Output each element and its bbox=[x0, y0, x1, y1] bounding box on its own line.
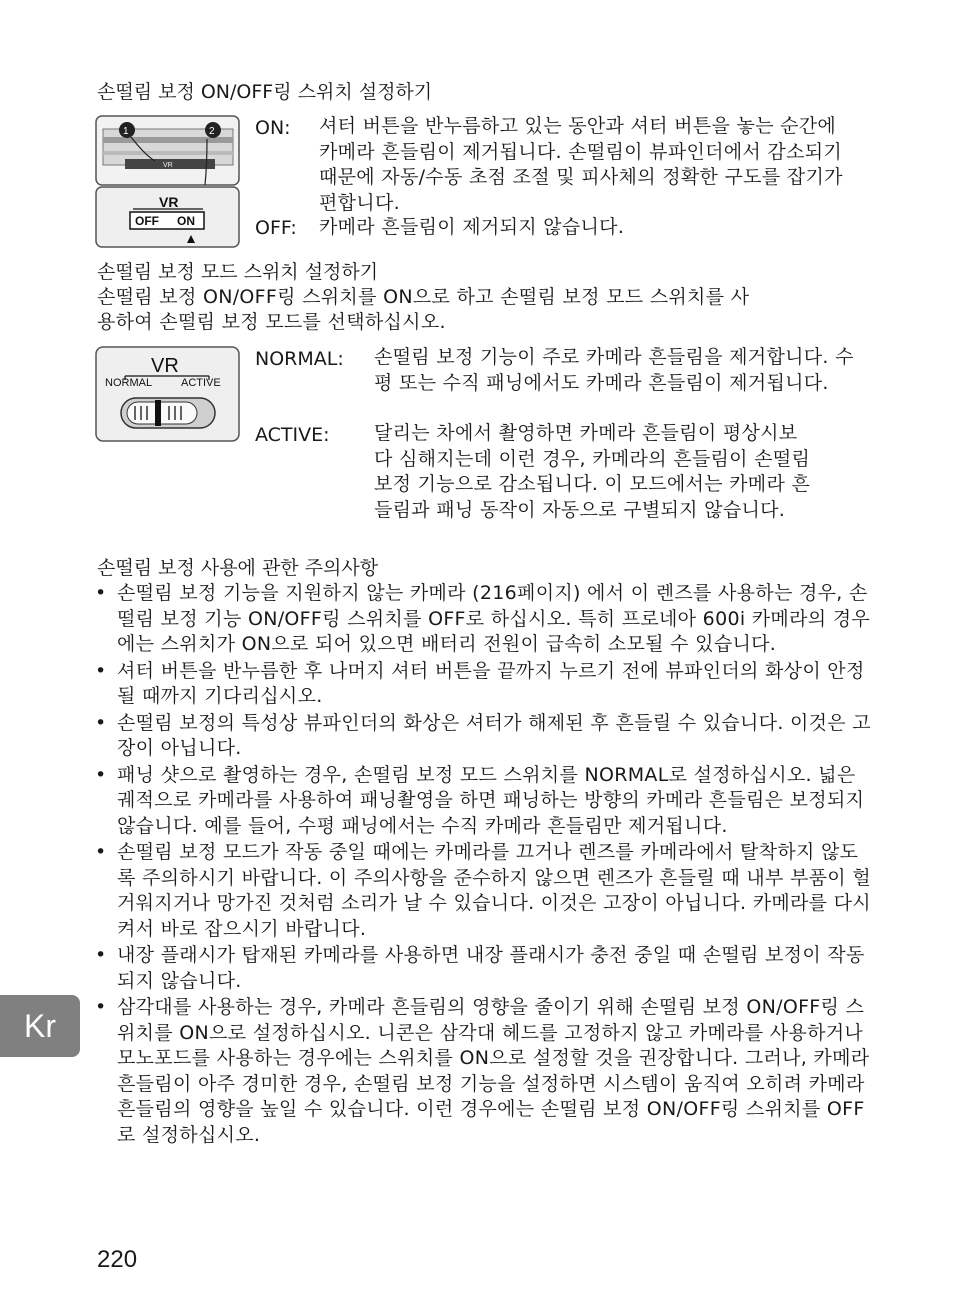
note-item: • 셔터 버튼을 반누름한 후 나머지 셔터 버튼을 끝까지 누르기 전에 뷰파인더의 화상이 안정될 때까지 기다리십시오. bbox=[95, 659, 865, 707]
callout-1: 1 bbox=[123, 126, 129, 137]
def-active: 달리는 차에서 촬영하면 카메라 흔들림이 평상시보다 심해지는데 이런 경우, 카메라의 흔들림이 손떨림 보정 기능으로 감소됩니다. 이 모드에서는 카메라 흔들림과 패닝 동작이 자동으로 구별되지 않습니다. bbox=[374, 422, 811, 521]
svg-text:VR: VR bbox=[163, 162, 173, 169]
def-on: 셔터 버튼을 반누름하고 있는 동안과 셔터 버튼을 놓는 순간에 카메라 흔들림이 제거됩니다. 손떨림이 뷰파인더에서 감소되기 때문에 자동/수동 초점 조절 및 피사체의 정확한 구도를 잡기가 편합니다. bbox=[319, 115, 843, 214]
term-active: ACTIVE: bbox=[255, 424, 330, 446]
section-heading-mode: 손떨림 보정 모드 스위치 설정하기 bbox=[97, 261, 379, 283]
def-off: 카메라 흔들림이 제거되지 않습니다. bbox=[319, 216, 625, 238]
vr-label: VR bbox=[159, 194, 179, 210]
lens-onoff-illustration bbox=[95, 115, 240, 248]
term-off: OFF: bbox=[255, 217, 297, 239]
term-on: ON: bbox=[255, 117, 291, 139]
mode-intro-line-2: 용하여 손떨림 보정 모드를 선택하십시오. bbox=[97, 311, 446, 333]
section-heading-notes: 손떨림 보정 사용에 관한 주의사항 bbox=[97, 557, 379, 579]
note-item: • 손떨림 보정 모드가 작동 중일 때에는 카메라를 끄거나 렌즈를 카메라에서 탈착하지 않도록 주의하시기 바랍니다. 이 주의사항을 준수하지 않으면 렌즈가 흔들릴 때 내부 부품이 헐거워지거나 망가진 것처럼 소리가 날 수 있습니다. 이것은 고장이 아닙니다. 카메라를 다시 켜서 바로 잡으시기 바랍니다. bbox=[95, 841, 871, 940]
mode-intro-line-1: 손떨림 보정 ON/OFF링 스위치를 ON으로 하고 손떨림 보정 모드 스위치를 사 bbox=[97, 286, 750, 308]
note-item: • 패닝 샷으로 촬영하는 경우, 손떨림 보정 모드 스위치를 NORMAL로 설정하십시오. 넓은 궤적으로 카메라를 사용하여 패닝촬영을 하면 패닝하는 방향의 카메라 흔들림은 보정되지 않습니다. 예를 들어, 수평 패닝에서는 수직 카메라 흔들림만 제거됩니다. bbox=[95, 763, 865, 837]
language-side-tab: Kr bbox=[0, 995, 80, 1057]
mode-vr-label: VR bbox=[151, 355, 179, 377]
note-item: • 내장 플래시가 탑재된 카메라를 사용하면 내장 플래시가 충전 중일 때 손떨림 보정이 작동되지 않습니다. bbox=[95, 944, 865, 992]
term-normal: NORMAL: bbox=[255, 348, 344, 370]
active-label: ACTIVE bbox=[181, 377, 221, 389]
note-item: • 손떨림 보정의 특성상 뷰파인더의 화상은 셔터가 해제된 후 흔들릴 수 있습니다. 이것은 고장이 아닙니다. bbox=[95, 711, 871, 759]
mode-switch-illustration bbox=[95, 346, 240, 442]
callout-2: 2 bbox=[209, 126, 215, 137]
section-heading-onoff: 손떨림 보정 ON/OFF링 스위치 설정하기 bbox=[97, 81, 433, 103]
lens-onoff-figure bbox=[95, 115, 240, 248]
off-label: OFF bbox=[135, 214, 159, 228]
on-label: ON bbox=[177, 214, 195, 228]
def-normal: 손떨림 보정 기능이 주로 카메라 흔들림을 제거합니다. 수평 또는 수직 패닝에서도 카메라 흔들림이 제거됩니다. bbox=[374, 346, 854, 394]
page-number: 220 bbox=[97, 1246, 138, 1273]
mode-switch-figure bbox=[95, 346, 240, 442]
normal-label: NORMAL bbox=[105, 377, 153, 389]
note-item: • 손떨림 보정 기능을 지원하지 않는 카메라 (216페이지) 에서 이 렌즈를 사용하는 경우, 손떨림 보정 기능 ON/OFF링 스위치를 OFF로 하십시오. 특히 프로네아 600i 카메라의 경우에는 스위치가 ON으로 되어 있으면 배터리 전원이 급속히 소모될 수 있습니다. bbox=[95, 582, 871, 655]
note-item: • 삼각대를 사용하는 경우, 카메라 흔들림의 영향을 줄이기 위해 손떨림 보정 ON/OFF링 스위치를 ON으로 설정하십시오. 니콘은 삼각대 헤드를 고정하지 않고 카메라를 사용하거나 모노포드를 사용하는 경우에는 스위치를 ON으로 설정할 것을 권장합니다. 그러나, 카메라 흔들림이 아주 경미한 경우, 손떨림 보정 기능을 설정하면 시스템이 움직여 오히려 카메라 흔들림의 영향을 높일 수 있습니다. 이런 경우에는 손떨림 보정 ON/OFF링 스위치를 OFF로 설정하십시오. bbox=[95, 996, 870, 1146]
notes-list bbox=[95, 581, 875, 1149]
